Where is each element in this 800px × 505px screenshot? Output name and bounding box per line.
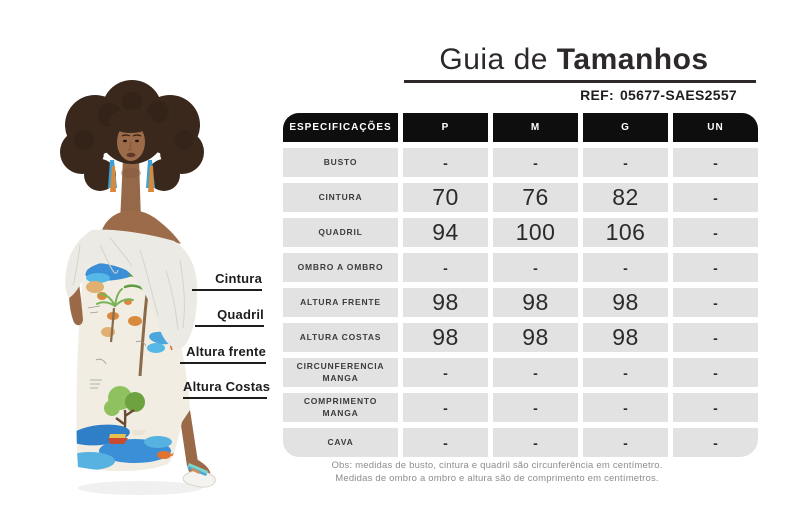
cell-quadril-m	[493, 218, 578, 247]
column-header-p: P	[403, 113, 488, 142]
cell-comprimento-manga-un	[673, 393, 758, 422]
cell-altura-costas-g	[583, 323, 668, 352]
page-title-regular: Guia de	[439, 43, 557, 76]
row-label-busto: BUSTO	[283, 148, 398, 177]
column-header-un: UN	[673, 113, 758, 142]
cell-altura-costas-m	[493, 323, 578, 352]
measure-label-quadril: Quadril	[195, 307, 264, 327]
empty-value: -	[533, 364, 538, 381]
footer-note	[237, 459, 757, 485]
empty-value: -	[713, 224, 718, 241]
empty-value: -	[713, 399, 718, 416]
measure-label-cintura: Cintura	[192, 271, 262, 291]
cell-cava-p	[403, 428, 488, 457]
measurement-value: 98	[432, 324, 459, 350]
measurement-value: 98	[612, 324, 639, 350]
cell-cava-m	[493, 428, 578, 457]
empty-value: -	[713, 189, 718, 206]
empty-value: -	[713, 364, 718, 381]
footer-note-line1: Obs: medidas de busto, cintura e quadril são circunferência em centímetro.	[331, 460, 663, 471]
measurement-value: 98	[522, 289, 549, 315]
cell-quadril-g	[583, 218, 668, 247]
cell-ombro-a-ombro-un	[673, 253, 758, 282]
cell-cava-un	[673, 428, 758, 457]
empty-value: -	[713, 434, 718, 451]
product-reference	[398, 87, 737, 103]
empty-value: -	[713, 154, 718, 171]
cell-ombro-a-ombro-p	[403, 253, 488, 282]
empty-value: -	[533, 399, 538, 416]
measurement-value: 100	[515, 219, 556, 245]
cell-cintura-p	[403, 183, 488, 212]
empty-value: -	[443, 259, 448, 276]
row-label-comprimento-manga: COMPRIMENTO MANGA	[283, 393, 398, 422]
measure-label-altura-costas: Altura Costas	[183, 379, 267, 399]
empty-value: -	[713, 259, 718, 276]
cell-altura-costas-p	[403, 323, 488, 352]
cell-cava-g	[583, 428, 668, 457]
row-label-quadril: QUADRIL	[283, 218, 398, 247]
cell-cintura-m	[493, 183, 578, 212]
measurement-value: 82	[612, 184, 639, 210]
empty-value: -	[443, 364, 448, 381]
cell-quadril-p	[403, 218, 488, 247]
cell-comprimento-manga-m	[493, 393, 578, 422]
cell-circunferencia-manga-m	[493, 358, 578, 387]
page-title	[398, 42, 750, 80]
measurement-value: 98	[612, 289, 639, 315]
empty-value: -	[623, 399, 628, 416]
cell-altura-costas-un	[673, 323, 758, 352]
column-header-m: M	[493, 113, 578, 142]
footer-note-line2: Medidas de ombro a ombro e altura são de comprimento em centímetros.	[335, 473, 659, 484]
empty-value: -	[713, 294, 718, 311]
model-lips	[127, 153, 136, 157]
size-table	[283, 113, 758, 457]
empty-value: -	[623, 259, 628, 276]
empty-value: -	[443, 154, 448, 171]
cell-ombro-a-ombro-m	[493, 253, 578, 282]
cell-busto-p	[403, 148, 488, 177]
measurement-value: 76	[522, 184, 549, 210]
column-header-g: G	[583, 113, 668, 142]
row-label-circunferencia-manga: CIRCUNFERENCIA MANGA	[283, 358, 398, 387]
ref-label: REF:	[580, 87, 614, 103]
cell-altura-frente-un	[673, 288, 758, 317]
measurement-value: 94	[432, 219, 459, 245]
empty-value: -	[533, 154, 538, 171]
empty-value: -	[623, 154, 628, 171]
cell-cintura-un	[673, 183, 758, 212]
empty-value: -	[623, 364, 628, 381]
measure-label-altura-frente: Altura frente	[180, 344, 266, 364]
empty-value: -	[713, 329, 718, 346]
row-label-cava: CAVA	[283, 428, 398, 457]
empty-value: -	[533, 434, 538, 451]
empty-value: -	[443, 434, 448, 451]
cell-circunferencia-manga-g	[583, 358, 668, 387]
measurement-value: 98	[522, 324, 549, 350]
title-divider	[404, 80, 756, 83]
cell-comprimento-manga-p	[403, 393, 488, 422]
cell-busto-m	[493, 148, 578, 177]
column-header-especificacoes: ESPECIFICAÇÕES	[283, 113, 398, 142]
cell-quadril-un	[673, 218, 758, 247]
cell-altura-frente-g	[583, 288, 668, 317]
row-label-altura-costas: ALTURA COSTAS	[283, 323, 398, 352]
cell-altura-frente-p	[403, 288, 488, 317]
measurement-value: 70	[432, 184, 459, 210]
cell-comprimento-manga-g	[583, 393, 668, 422]
cell-circunferencia-manga-un	[673, 358, 758, 387]
measurement-value: 106	[605, 219, 646, 245]
cell-busto-un	[673, 148, 758, 177]
empty-value: -	[443, 399, 448, 416]
cell-cintura-g	[583, 183, 668, 212]
cell-ombro-a-ombro-g	[583, 253, 668, 282]
row-label-ombro-a-ombro: OMBRO A OMBRO	[283, 253, 398, 282]
page-title-bold: Tamanhos	[556, 43, 709, 76]
ref-value: 05677-SAES2557	[619, 87, 737, 103]
cell-circunferencia-manga-p	[403, 358, 488, 387]
empty-value: -	[623, 434, 628, 451]
row-label-altura-frente: ALTURA FRENTE	[283, 288, 398, 317]
row-label-cintura: CINTURA	[283, 183, 398, 212]
cell-busto-g	[583, 148, 668, 177]
cell-altura-frente-m	[493, 288, 578, 317]
empty-value: -	[533, 259, 538, 276]
floor-shadow	[78, 481, 202, 495]
measurement-value: 98	[432, 289, 459, 315]
